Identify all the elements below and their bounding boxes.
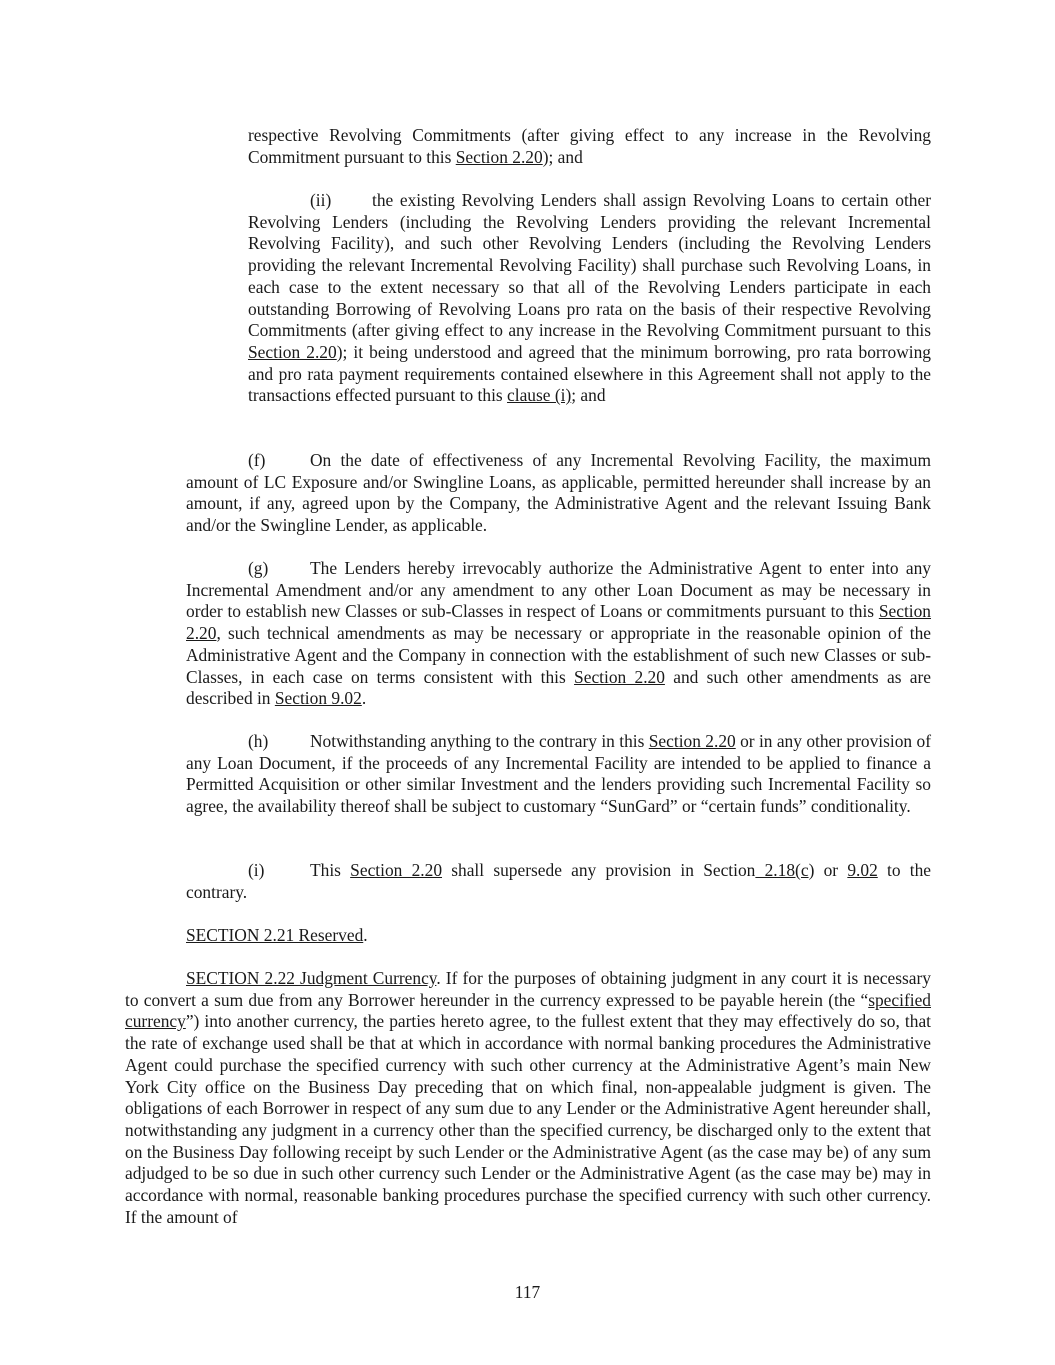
- paragraph-clause-i: [186, 860, 931, 903]
- text: On the date of effectiveness of any Incremental Revolving Facility, the maximum amount of LC Exposure and/or Swingline Loans, as applicable, permitted hereunder shall increase by an amount, if any, agreed upon by the Company, the Administrative Agent and the relevant Issuing Bank and/or the Swingline Lender, as applicable.: [186, 450, 931, 536]
- section-reference: Section 2.20: [455, 146, 543, 167]
- text: or in any other provision of any Loan Document, if the proceeds of any Incremental Facility are intended to be applied to finance a Permitted Acquisition or other similar Investment and the lenders providing such Incremental Facility so agree, the availability thereof shall be subject to customary “SunGard” or “certain funds” conditionality.: [186, 731, 931, 817]
- section-heading: SECTION 2.21 Reserved: [186, 925, 364, 945]
- text: . If for the purposes of obtaining judgment in any court it is necessary to convert a sum due from any Borrower hereunder in the currency expressed to be payable herein (the “: [125, 968, 931, 1010]
- text: , such technical amendments as may be necessary or appropriate in the reasonable opinion of the Administrative Agent and the Company in connection with the establishment of such new Classes or sub-Classes, in each case on terms consistent with this: [186, 623, 931, 687]
- text: ”) into another currency, the parties hereto agree, to the fullest extent that they may effectively do so, that the rate of exchange used shall be that at which in accordance with normal banking procedures the Administrative Agent could purchase the specified currency with such other currency at the Administrative Agent’s main New York City office on the Business Day preceding that on which final, non-appealable judgment is given. The obligations of each Borrower in respect of any sum due to any Lender or the Administrative Agent hereunder shall, notwithstanding any judgment in a currency other than the specified currency, be discharged only to the extent that on the Business Day following receipt by such Lender or the Administrative Agent (as the case may be) of any sum adjudged to be so due in such other currency such Lender or the Administrative Agent (as the case may be) may in accordance with normal, reasonable banking procedures purchase the specified currency with such other currency. If the amount of: [125, 1011, 931, 1227]
- paragraph-continuation: [248, 125, 931, 168]
- text: to the contrary.: [186, 860, 932, 902]
- paragraph-clause-ii: [248, 190, 931, 407]
- paragraph-clause-g: [186, 558, 931, 710]
- text: the existing Revolving Lenders shall assign Revolving Loans to certain other Revolving Lenders (including the Revolving Lenders providing the relevant Incremental Revolving Facility), and such other Revolving Lenders (including the Revolving Lenders providing the relevant Incremental Revolving Facility) shall purchase such Revolving Loans, in each case to the extent necessary so that all of the Revolving Lenders participate in each outstanding Borrowing of Revolving Loans pro rata on the basis of their respective Revolving Commitments (after giving effect to any increase in the Revolving Commitment pursuant to this: [248, 190, 931, 341]
- paragraph-clause-h: [186, 731, 931, 818]
- section-2-21: [186, 925, 931, 947]
- paragraph-clause-f: [186, 450, 931, 537]
- clause-number: (ii): [310, 190, 332, 210]
- section-reference: Section 2.20: [574, 666, 665, 687]
- section-reference: Section 2.20: [350, 860, 443, 880]
- section-reference: 9.02: [847, 860, 878, 880]
- text: shall supersede any provision in Section: [442, 860, 756, 880]
- section-reference: Section 2.20: [648, 731, 736, 751]
- text: ); and: [542, 146, 583, 167]
- text: The Lenders hereby irrevocably authorize the Administrative Agent to enter into any Incremental Amendment and/or any amendment to any other Loan Document as may be necessary in order to establish new Classes or sub-Classes in respect of Loans or commitments pursuant to this: [186, 558, 931, 622]
- clause-reference: clause (i): [507, 385, 572, 406]
- section-reference: Section 9.02: [274, 688, 362, 709]
- page-number: 117: [514, 1282, 541, 1302]
- text: ); it being understood and agreed that the minimum borrowing, pro rata borrowing and pro rata payment requirements contained elsewhere in this Agreement shall not apply to the transactions effected pursuant to this: [248, 341, 931, 406]
- text: and such other amendments as are described in: [186, 666, 931, 709]
- section-2-22: [125, 968, 931, 1228]
- text: ; and: [571, 385, 606, 406]
- clause-number: (h): [248, 731, 269, 751]
- clause-number: (f): [248, 450, 266, 470]
- section-reference: Section 2.20: [248, 341, 337, 362]
- text: This: [310, 860, 351, 880]
- text: ) or: [808, 860, 848, 880]
- section-reference: Section 2.20: [186, 601, 931, 644]
- section-heading: SECTION 2.22 Judgment Currency: [186, 968, 437, 988]
- text: .: [363, 925, 368, 945]
- section-reference: 2.18(c: [755, 860, 809, 880]
- clause-number: (g): [248, 558, 269, 578]
- defined-term: specified currency: [125, 989, 931, 1032]
- text: .: [361, 688, 367, 709]
- clause-number: (i): [248, 860, 265, 880]
- text: respective Revolving Commitments (after giving effect to any increase in the Revolving Commitment pursuant to this: [248, 125, 931, 167]
- text: Notwithstanding anything to the contrary in this: [310, 731, 649, 751]
